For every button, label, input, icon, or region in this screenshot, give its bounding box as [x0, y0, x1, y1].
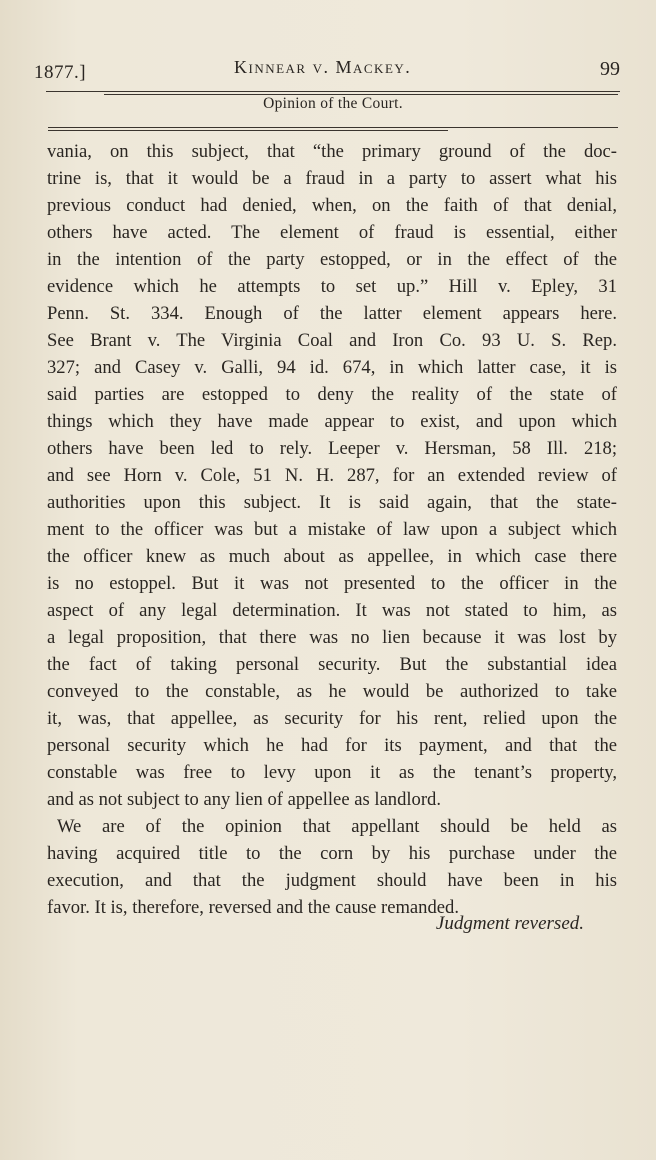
text-line: things which they have made appear to exist, and upon which [47, 411, 617, 432]
opinion-text [47, 138, 617, 921]
text-line: authorities upon this subject. It is said again, that the state- [47, 492, 617, 513]
section-rule-thin [48, 130, 448, 131]
year-label: 1877.] [34, 62, 87, 83]
text-line: others have been led to rely. Leeper v. Hersman, 58 Ill. 218; [47, 438, 617, 459]
text-line: it, was, that appellee, as security for his rent, relied upon the [47, 708, 617, 729]
text-line: constable was free to levy upon it as the tenant’s property, [47, 762, 617, 783]
text-line: ment to the officer was but a mistake of law upon a subject which [47, 519, 617, 540]
text-line: Penn. St. 334. Enough of the latter element appears here. [47, 303, 617, 324]
text-line: favor. It is, therefore, reversed and the cause remanded. [47, 897, 459, 918]
text-line: trine is, that it would be a fraud in a party to assert what his [47, 168, 617, 189]
judgment-line: Judgment reversed. [435, 913, 584, 934]
case-title: Kinnear v. Mackey. [234, 57, 412, 77]
text-line: a legal proposition, that there was no lien because it was lost by [47, 627, 617, 648]
text-line: the officer knew as much about as appellee, in which case there [47, 546, 617, 567]
text-line: and see Horn v. Cole, 51 N. H. 287, for an extended review of [47, 465, 617, 486]
text-line: having acquired title to the corn by his purchase under the [47, 843, 617, 864]
text-line: the fact of taking personal security. But the substantial idea [47, 654, 617, 675]
text-line: aspect of any legal determination. It was not stated to him, as [47, 600, 617, 621]
header-rule [46, 91, 620, 92]
text-line: personal security which he had for its payment, and that the [47, 735, 617, 756]
section-rule [48, 127, 618, 128]
section-heading: Opinion of the Court. [263, 95, 403, 112]
text-line: others have acted. The element of fraud is essential, either [47, 222, 617, 243]
text-line: vania, on this subject, that “the primary ground of the doc- [47, 141, 617, 162]
text-line: 327; and Casey v. Galli, 94 id. 674, in which latter case, it is [47, 357, 617, 378]
text-line: previous conduct had denied, when, on the faith of that denial, [47, 195, 617, 216]
text-line: in the intention of the party estopped, or in the effect of the [47, 249, 617, 270]
text-line: conveyed to the constable, as he would be authorized to take [47, 681, 617, 702]
text-line: and as not subject to any lien of appellee as landlord. [47, 789, 441, 810]
text-line: said parties are estopped to deny the reality of the state of [47, 384, 617, 405]
text-line: is no estoppel. But it was not presented to the officer in the [47, 573, 617, 594]
text-line: See Brant v. The Virginia Coal and Iron Co. 93 U. S. Rep. [47, 330, 617, 351]
running-head [34, 54, 624, 84]
text-line: We are of the opinion that appellant should be held as [57, 816, 617, 837]
page-number: 99 [600, 58, 620, 80]
text-line: evidence which he attempts to set up.” Hill v. Epley, 31 [47, 276, 617, 297]
text-line: execution, and that the judgment should have been in his [47, 870, 617, 891]
